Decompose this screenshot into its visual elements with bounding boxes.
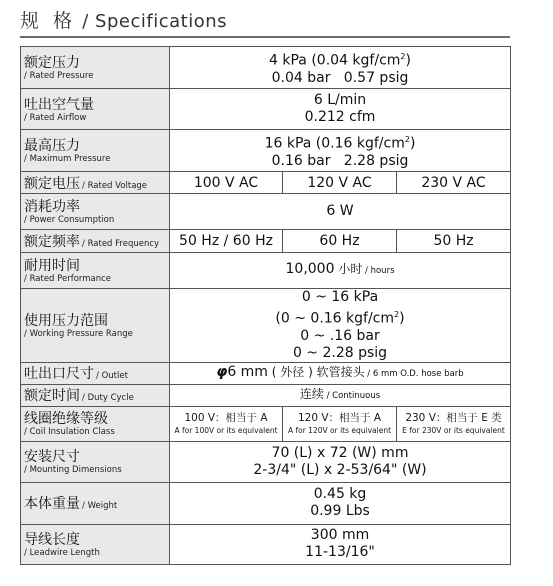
label-en: / Power Consumption: [24, 215, 115, 226]
value-leadwire: [170, 524, 511, 564]
label-rated-performance: [21, 253, 170, 289]
row-outlet: [21, 362, 511, 384]
value-sup: 2: [404, 135, 410, 145]
value-line: 0 ~ 16 kPa: [301, 289, 379, 305]
value-rated-pressure: [170, 47, 511, 89]
row-leadwire: [21, 524, 511, 564]
label-en: / Rated Pressure: [24, 71, 94, 82]
value-tail: ): [399, 310, 405, 327]
value-weight: [170, 482, 511, 524]
label-en: / Rated Airflow: [24, 112, 87, 123]
row-working-range: [21, 289, 511, 363]
value-cn: 小时: [334, 262, 363, 276]
value-en: / hours: [362, 266, 395, 276]
value-line: 0.04 bar 0.57 psig: [271, 69, 409, 86]
label-cn: 额定频率: [24, 234, 80, 250]
row-rated-frequency: [21, 230, 511, 253]
value-line: 6 L/min: [313, 92, 367, 108]
value-line: 11-13/16": [305, 544, 375, 561]
label-cn: 使用压力范围: [24, 313, 108, 330]
value-duty-cycle: [170, 384, 511, 406]
row-coil-insulation: [21, 406, 511, 441]
value-main: 10,000: [285, 261, 335, 277]
value-line: 0 ~ 2.28 psig: [292, 344, 388, 361]
label-cn: 额定电压: [24, 175, 80, 192]
label-cn: 耐用时间: [24, 258, 80, 275]
label-cn: 线圈绝缘等级: [24, 411, 108, 428]
label-coil-insulation: [21, 406, 170, 441]
value-frequency-2: 60 Hz: [283, 230, 397, 253]
value-outlet: [170, 362, 511, 384]
value-voltage-100: 100 V AC: [170, 172, 283, 194]
value-rated-airflow: [170, 89, 511, 130]
value-line: 0.99 Lbs: [310, 503, 370, 520]
value-max-pressure: [170, 130, 511, 172]
label-rated-pressure: [21, 47, 170, 89]
label-cn: 消耗功率: [24, 199, 80, 216]
value-rated-performance: [170, 253, 511, 289]
value-working-range: [170, 289, 511, 363]
value-sup: 2: [400, 52, 406, 62]
value-voltage-120: 120 V AC: [283, 172, 397, 194]
value-line: 16 kPa (0.16 kgf/cm: [264, 135, 405, 152]
value-line: 70 (L) x 72 (W) mm: [271, 444, 409, 461]
row-rated-performance: [21, 253, 511, 289]
label-cn: 本体重量: [24, 496, 80, 513]
label-en: / Duty Cycle: [82, 393, 134, 404]
page-title: [20, 6, 227, 36]
coil-line2: E for 230V or its equivalent: [402, 425, 505, 435]
value-coil-120: [283, 406, 397, 441]
value-line: 0.212 cfm: [304, 109, 376, 125]
value-en: / Continuous: [323, 390, 381, 401]
label-en: / Working Pressure Range: [24, 329, 133, 340]
label-en: / Weight: [82, 501, 118, 512]
label-max-pressure: [21, 130, 170, 172]
label-en: / Rated Frequency: [82, 239, 160, 249]
row-duty-cycle: [21, 384, 511, 406]
value-frequency-3: 50 Hz: [397, 230, 511, 253]
value-dimensions: [170, 441, 511, 482]
label-cn: 导线长度: [24, 531, 80, 548]
phi-symbol: φ: [216, 363, 228, 380]
label-cn: 最高压力: [24, 138, 80, 155]
value-power: 6 W: [170, 194, 511, 230]
row-rated-pressure: [21, 47, 511, 89]
value-tail: ): [405, 52, 411, 69]
value-line: 4 kPa (0.04 kgf/cm: [269, 52, 401, 69]
label-cn: 吐出口尺寸: [24, 366, 94, 383]
label-en: / Outlet: [96, 371, 128, 382]
row-dimensions: [21, 441, 511, 482]
label-weight: [21, 482, 170, 524]
label-en: / Leadwire Length: [24, 547, 100, 558]
value-voltage-230: 230 V AC: [397, 172, 511, 194]
coil-line1: 100 V：相当于 A: [184, 412, 268, 425]
value-line: 300 mm: [310, 527, 370, 544]
label-cn: 安装尺寸: [24, 449, 80, 466]
label-en: / Maximum Pressure: [24, 154, 111, 165]
label-cn: 额定时间: [24, 388, 80, 405]
label-rated-frequency: [21, 230, 170, 253]
value-line: (0 ~ 0.16 kgf/cm: [275, 310, 395, 327]
spec-table: [20, 46, 511, 565]
label-dimensions: [21, 441, 170, 482]
coil-line2: A for 120V or its equivalent: [287, 425, 392, 435]
label-en: / Mounting Dimensions: [24, 465, 122, 476]
value-line: 0.16 bar 2.28 psig: [271, 152, 409, 169]
row-rated-voltage: [21, 172, 511, 194]
row-rated-airflow: [21, 89, 511, 130]
value-cn: ( 外径 ) 软管接头: [267, 364, 365, 379]
value-en: / 6 mm O.D. hose barb: [364, 368, 464, 379]
value-line: 2-3/4" (L) x 2-53/64" (W): [253, 461, 427, 478]
value-line: 0 ~ .16 bar: [300, 327, 380, 344]
row-weight: [21, 482, 511, 524]
title-en: / Specifications: [76, 11, 227, 32]
row-power: [21, 194, 511, 230]
label-working-range: [21, 289, 170, 363]
title-cn: 规 格: [20, 10, 77, 32]
value-main: 6 mm: [227, 363, 268, 380]
value-cn: 连续: [299, 386, 324, 401]
coil-line1: 230 V：相当于 E 类: [405, 412, 502, 425]
value-coil-100: [170, 406, 283, 441]
label-duty-cycle: [21, 384, 170, 406]
value-tail: ): [409, 135, 416, 152]
label-rated-airflow: [21, 89, 170, 130]
label-outlet: [21, 362, 170, 384]
value-coil-230: [397, 406, 511, 441]
label-en: / Coil Insulation Class: [24, 427, 115, 438]
value-frequency-1: 50 Hz / 60 Hz: [170, 230, 283, 253]
row-max-pressure: [21, 130, 511, 172]
label-power: [21, 194, 170, 230]
label-cn: 吐出空气量: [24, 96, 94, 113]
coil-line2: A for 100V or its equivalent: [174, 425, 278, 435]
label-en: / Rated Performance: [24, 274, 112, 285]
label-rated-voltage: [21, 172, 170, 194]
label-en: / Rated Voltage: [82, 180, 148, 191]
label-cn: 额定压力: [24, 55, 80, 72]
value-line: 0.45 kg: [313, 486, 367, 503]
value-sup: 2: [394, 310, 400, 319]
label-leadwire: [21, 524, 170, 564]
title-divider: [20, 36, 510, 38]
coil-line1: 120 V：相当于 A: [297, 412, 382, 425]
